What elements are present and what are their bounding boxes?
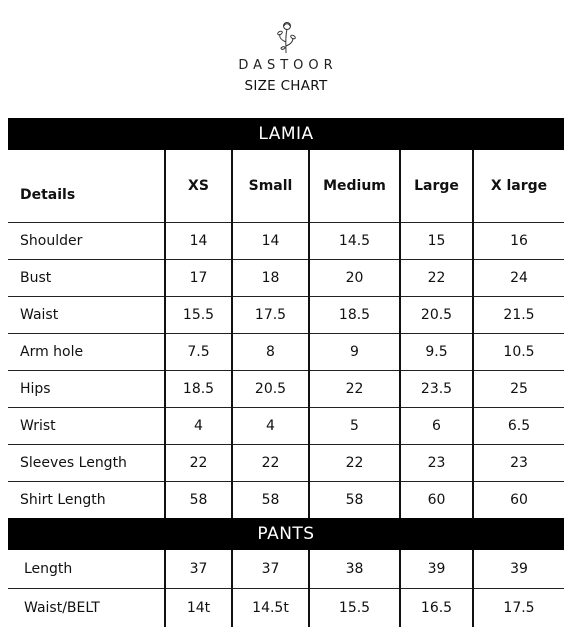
- size-value-cell: 37: [165, 550, 232, 589]
- size-value-cell: 5: [309, 408, 400, 445]
- table-row: [8, 550, 564, 589]
- size-value-cell: 6: [400, 408, 473, 445]
- header-cell: X large: [473, 150, 564, 223]
- size-value-cell: 17.5: [473, 589, 564, 627]
- size-value-cell: 14t: [165, 589, 232, 627]
- header-cell: XS: [165, 150, 232, 223]
- size-value-cell: 18.5: [165, 371, 232, 408]
- size-value-cell: 16.5: [400, 589, 473, 627]
- size-value-cell: 18: [232, 260, 309, 297]
- size-value-cell: 39: [400, 550, 473, 589]
- pants-rows: [8, 550, 564, 627]
- header-cell: Details: [8, 150, 165, 223]
- flower-sprig-icon: [271, 20, 301, 54]
- section-title-pants: PANTS: [8, 518, 564, 550]
- header-cell: Large: [400, 150, 473, 223]
- table-row: [8, 589, 564, 627]
- size-value-cell: 9: [309, 334, 400, 371]
- size-value-cell: 23.5: [400, 371, 473, 408]
- chart-subtitle: SIZE CHART: [0, 78, 572, 94]
- size-value-cell: 22: [232, 445, 309, 482]
- table-row: [8, 260, 564, 297]
- size-value-cell: 20: [309, 260, 400, 297]
- size-value-cell: 9.5: [400, 334, 473, 371]
- size-value-cell: 14.5: [309, 223, 400, 260]
- size-value-cell: 58: [165, 482, 232, 519]
- size-value-cell: 15.5: [165, 297, 232, 334]
- size-value-cell: 8: [232, 334, 309, 371]
- size-value-cell: 4: [232, 408, 309, 445]
- size-chart: [8, 118, 564, 627]
- size-value-cell: 20.5: [232, 371, 309, 408]
- table-row: [8, 334, 564, 371]
- size-value-cell: 22: [400, 260, 473, 297]
- table-row: [8, 445, 564, 482]
- row-label: Sleeves Length: [8, 445, 165, 482]
- row-label: Waist/BELT: [8, 589, 165, 627]
- table-row: [8, 297, 564, 334]
- size-value-cell: 23: [473, 445, 564, 482]
- size-value-cell: 18.5: [309, 297, 400, 334]
- size-value-cell: 39: [473, 550, 564, 589]
- size-value-cell: 6.5: [473, 408, 564, 445]
- table-row: [8, 408, 564, 445]
- row-label: Shirt Length: [8, 482, 165, 519]
- size-value-cell: 37: [232, 550, 309, 589]
- size-value-cell: 22: [309, 371, 400, 408]
- size-value-cell: 4: [165, 408, 232, 445]
- pants-band-row: [8, 518, 564, 550]
- header-row: [8, 150, 564, 223]
- size-value-cell: 60: [400, 482, 473, 519]
- lamia-rows: [8, 223, 564, 519]
- size-value-cell: 16: [473, 223, 564, 260]
- size-value-cell: 14.5t: [232, 589, 309, 627]
- table-row: [8, 223, 564, 260]
- size-value-cell: 15: [400, 223, 473, 260]
- row-label: Length: [8, 550, 165, 589]
- size-value-cell: 17: [165, 260, 232, 297]
- brand-name: DASTOOR: [0, 58, 572, 73]
- size-value-cell: 23: [400, 445, 473, 482]
- size-value-cell: 60: [473, 482, 564, 519]
- size-value-cell: 21.5: [473, 297, 564, 334]
- header-cell: Small: [232, 150, 309, 223]
- row-label: Wrist: [8, 408, 165, 445]
- row-label: Hips: [8, 371, 165, 408]
- size-value-cell: 58: [309, 482, 400, 519]
- row-label: Shoulder: [8, 223, 165, 260]
- table-row: [8, 482, 564, 519]
- size-value-cell: 10.5: [473, 334, 564, 371]
- size-value-cell: 58: [232, 482, 309, 519]
- size-value-cell: 24: [473, 260, 564, 297]
- section-title-lamia: LAMIA: [8, 118, 564, 150]
- size-value-cell: 22: [165, 445, 232, 482]
- header-cell: Medium: [309, 150, 400, 223]
- size-value-cell: 15.5: [309, 589, 400, 627]
- brand-header: [0, 20, 572, 94]
- table-row: [8, 371, 564, 408]
- row-label: Bust: [8, 260, 165, 297]
- size-value-cell: 25: [473, 371, 564, 408]
- size-value-cell: 14: [232, 223, 309, 260]
- size-value-cell: 20.5: [400, 297, 473, 334]
- size-value-cell: 14: [165, 223, 232, 260]
- size-value-cell: 22: [309, 445, 400, 482]
- size-table: [8, 150, 564, 627]
- row-label: Waist: [8, 297, 165, 334]
- row-label: Arm hole: [8, 334, 165, 371]
- size-value-cell: 17.5: [232, 297, 309, 334]
- size-value-cell: 7.5: [165, 334, 232, 371]
- size-value-cell: 38: [309, 550, 400, 589]
